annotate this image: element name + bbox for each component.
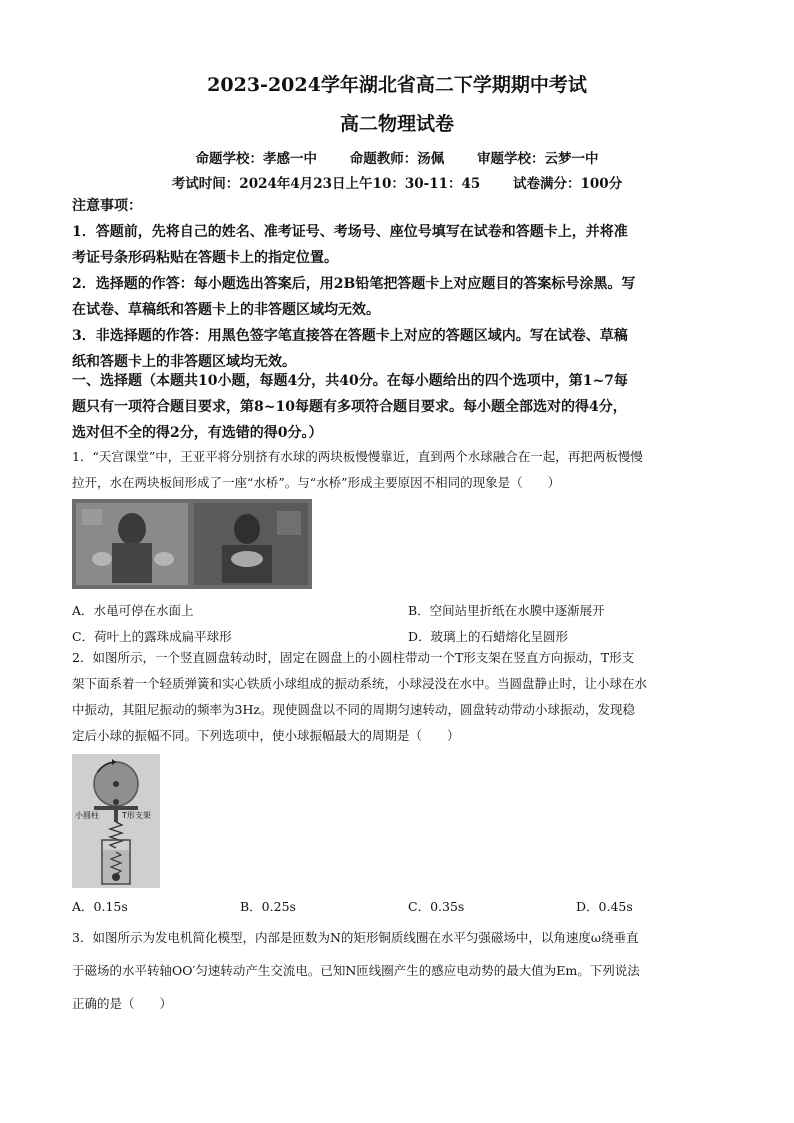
notice-line: 纸和答题卡上的非答题区域均无效。 bbox=[72, 354, 296, 370]
q2-option-c: C．0.35s bbox=[408, 899, 465, 914]
question-3-line: 于磁场的水平转轴OO′匀速转动产生交流电。已知N匝线圈产生的感应电动势的最大值为Em。下列说法 bbox=[72, 963, 640, 978]
notice-line: 2．选择题的作答：每小题选出答案后，用2B铅笔把答题卡上对应题目的答案标号涂黑。写 bbox=[72, 276, 636, 292]
notice-line: 3．非选择题的作答：用黑色签字笔直接答在答题卡上对应的答题区域内。写在试卷、草稿 bbox=[72, 328, 628, 344]
notice-line: 在试卷、草稿纸和答题卡上的非答题区域均无效。 bbox=[72, 302, 380, 318]
question-2-line: 2．如图所示，一个竖直圆盘转动时，固定在圆盘上的小圆柱带动一个T形支架在竖直方向振动，T形支 bbox=[72, 650, 635, 665]
question-1 bbox=[72, 444, 722, 496]
notice-line: 1．答题前，先将自己的姓名、准考证号、考场号、座位号填写在试卷和答题卡上，并将准 bbox=[72, 224, 628, 240]
q1-option-b: B．空间站里折纸在水膜中逐渐展开 bbox=[408, 603, 605, 618]
q1-option-c: C．荷叶上的露珠成扁平球形 bbox=[72, 629, 232, 644]
question-2-line: 中振动，其阻尼振动的频率为3Hz。现使圆盘以不同的周期匀速转动，圆盘转动带动小球振动，发现稳 bbox=[72, 702, 635, 717]
question-2-line: 架下面系着一个轻质弹簧和实心铁质小球组成的振动系统，小球浸没在水中。当圆盘静止时，让小球在水 bbox=[72, 676, 648, 691]
water-bridge-photo bbox=[72, 499, 312, 589]
question-3 bbox=[72, 921, 722, 1020]
meta-school: 命题学校：孝感一中 bbox=[195, 151, 318, 167]
exam-subtitle: 高二物理试卷 bbox=[339, 113, 454, 135]
meta-score: 试卷满分：100分 bbox=[513, 176, 623, 192]
section1-line: 一、选择题（本题共10小题，每题4分，共40分。在每小题给出的四个选项中，第1~7每 bbox=[72, 373, 628, 389]
notice-line: 考证号条形码粘贴在答题卡上的指定位置。 bbox=[72, 250, 338, 266]
question-2-line: 定后小球的振幅不同。下列选项中，使小球振幅最大的周期是（ ） bbox=[72, 728, 460, 743]
meta-time: 考试时间：2024年4月23日上午10：30-11：45 bbox=[171, 176, 481, 192]
section1-line: 选对但不全的得2分，有选错的得0分。） bbox=[72, 425, 323, 441]
exam-title: 2023-2024学年湖北省高二下学期期中考试 bbox=[207, 74, 587, 96]
q1-option-a: A．水黾可停在水面上 bbox=[72, 603, 194, 618]
question-1-line: 拉开，水在两块板间形成了一座“水桥”。与“水桥”形成主要原因不相同的现象是（ ） bbox=[72, 475, 561, 490]
q1-option-d: D．玻璃上的石蜡熔化呈圆形 bbox=[408, 629, 569, 644]
question-1-line: 1．“天宫课堂”中，王亚平将分别挤有水球的两块板慢慢靠近，直到两个水球融合在一起，再把两板慢慢 bbox=[72, 449, 643, 464]
section1-instructions bbox=[72, 368, 722, 446]
q2-option-a: A．0.15s bbox=[72, 899, 128, 914]
meta-teacher: 命题教师：汤佩 bbox=[349, 151, 445, 167]
question-2 bbox=[72, 645, 722, 749]
section1-line: 题只有一项符合题目要求，第8~10每题有多项符合题目要求。每小题全部选对的得4分， bbox=[72, 399, 627, 415]
figure-label-bracket: T形支架 bbox=[122, 811, 151, 820]
notice-heading: 注意事项： bbox=[72, 198, 142, 214]
question-3-line: 正确的是（ ） bbox=[72, 996, 173, 1011]
q2-option-b: B．0.25s bbox=[240, 899, 296, 914]
notice-block bbox=[72, 193, 722, 375]
meta-review-school: 审题学校：云梦一中 bbox=[476, 151, 599, 167]
exam-meta-line2 bbox=[0, 172, 794, 192]
oscillation-apparatus-figure bbox=[72, 754, 160, 888]
figure-label-cylinder: 小圆柱 bbox=[75, 811, 99, 820]
exam-meta-line1 bbox=[0, 147, 794, 167]
q2-option-d: D．0.45s bbox=[576, 899, 633, 914]
question-3-line: 3．如图所示为发电机简化模型，内部是匝数为N的矩形铜质线圈在水平匀强磁场中，以角速度ω绕垂直 bbox=[72, 930, 639, 945]
